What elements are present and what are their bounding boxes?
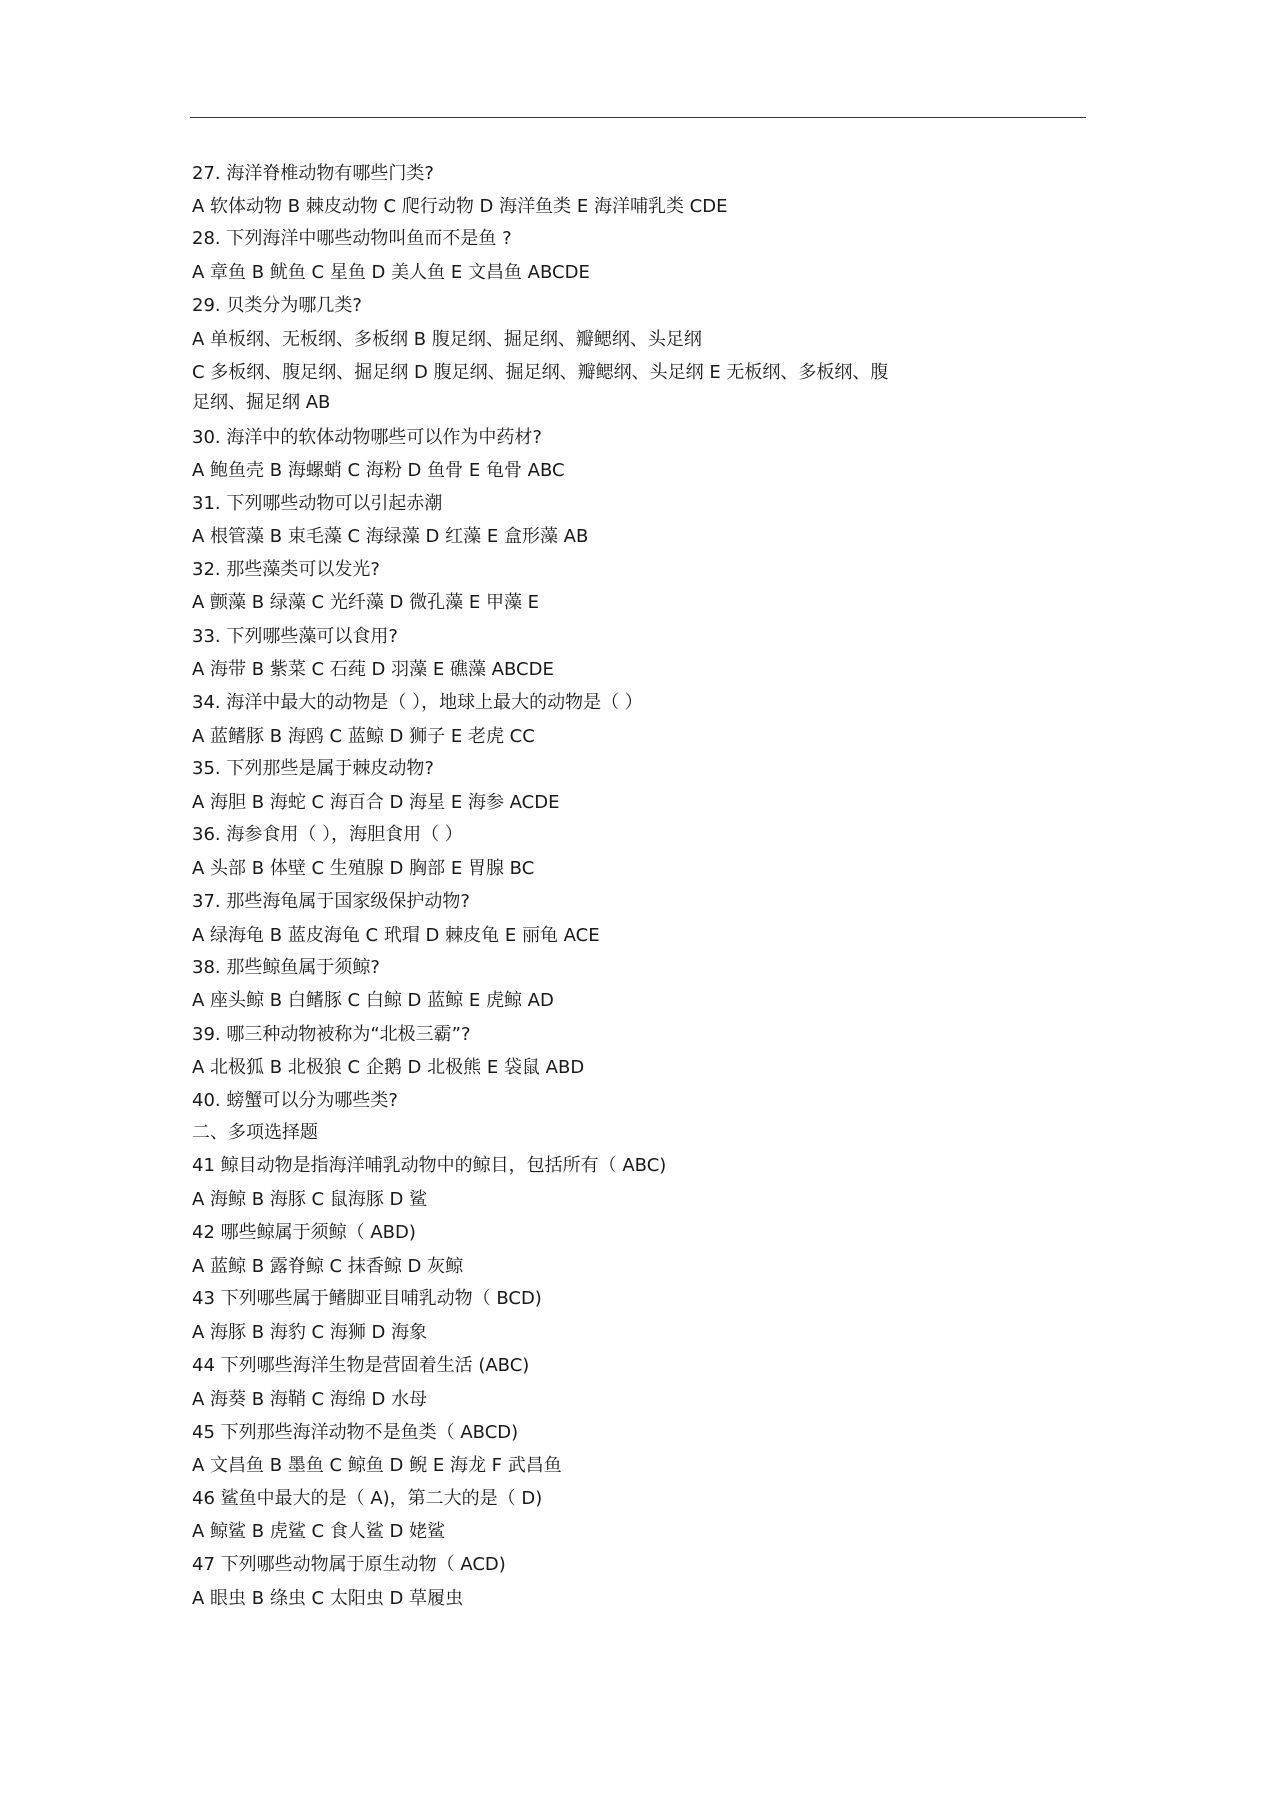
- text-line: [192, 329, 702, 351]
- line-text: 46 鲨鱼中最大的是（ A)，第二大的是（ D): [192, 1488, 543, 1509]
- line-text: 27. 海洋脊椎动物有哪些门类?: [192, 163, 434, 184]
- text-line: [192, 1554, 506, 1576]
- text-line: [192, 925, 600, 947]
- line-text: A 鲸鲨 B 虎鲨 C 食人鲨 D 姥鲨: [192, 1521, 446, 1542]
- line-text: 37. 那些海龟属于国家级保护动物?: [192, 891, 470, 912]
- text-line: [192, 362, 888, 384]
- text-line: [192, 1588, 463, 1610]
- line-text: A 鲍鱼壳 B 海螺蛸 C 海粉 D 鱼骨 E 龟骨 ABC: [192, 460, 565, 481]
- text-line: [192, 196, 727, 218]
- text-line: [192, 1455, 562, 1477]
- line-text: A 头部 B 体壁 C 生殖腺 D 胸部 E 胃腺 BC: [192, 858, 535, 879]
- text-line: [192, 824, 463, 846]
- line-text: A 文昌鱼 B 墨鱼 C 鲸鱼 D 鲵 E 海龙 F 武昌鱼: [192, 1455, 562, 1476]
- line-text: 43 下列哪些属于鳍脚亚目哺乳动物（ BCD): [192, 1288, 542, 1309]
- text-line: [192, 262, 590, 284]
- text-line: [192, 1189, 427, 1211]
- line-text: 39. 哪三种动物被称为“北极三霸”?: [192, 1024, 471, 1045]
- line-text: A 单板纲、无板纲、多板纲 B 腹足纲、掘足纲、瓣鳃纲、头足纲: [192, 329, 702, 350]
- text-line: [192, 858, 534, 880]
- line-text: A 蓝鲸 B 露脊鲸 C 抹香鲸 D 灰鲸: [192, 1256, 464, 1277]
- line-text: 30. 海洋中的软体动物哪些可以作为中药材?: [192, 427, 542, 448]
- line-text: A 海葵 B 海鞘 C 海绵 D 水母: [192, 1389, 428, 1410]
- text-line: [192, 1090, 398, 1112]
- line-text: A 软体动物 B 棘皮动物 C 爬行动物 D 海洋鱼类 E 海洋哺乳类 CDE: [192, 196, 728, 217]
- line-text: 33. 下列哪些藻可以食用?: [192, 626, 398, 647]
- text-line: [192, 758, 434, 780]
- text-line: [192, 792, 559, 814]
- text-line: [192, 1389, 427, 1411]
- line-text: 47 下列哪些动物属于原生动物（ ACD): [192, 1554, 506, 1575]
- line-text: C 多板纲、腹足纲、掘足纲 D 腹足纲、掘足纲、瓣鳃纲、头足纲 E 无板纲、多板纲、腹: [192, 362, 889, 383]
- text-line: [192, 1024, 471, 1046]
- text-line: [192, 1521, 445, 1543]
- text-line: [192, 692, 643, 714]
- header-rule: [190, 117, 1086, 118]
- line-text: A 颤藻 B 绿藻 C 光纤藻 D 微孔藻 E 甲藻 E: [192, 592, 540, 613]
- text-line: [192, 1155, 666, 1177]
- text-line: [192, 1422, 518, 1444]
- text-line: [192, 1256, 463, 1278]
- line-text: A 海鲸 B 海豚 C 鼠海豚 D 鲨: [192, 1189, 428, 1210]
- text-line: [192, 1355, 529, 1377]
- line-text: 足纲、掘足纲 AB: [192, 392, 331, 413]
- text-line: [192, 726, 535, 748]
- text-line: [192, 295, 362, 317]
- line-text: 45 下列那些海洋动物不是鱼类（ ABCD): [192, 1422, 519, 1443]
- text-line: [192, 392, 330, 414]
- line-text: A 绿海龟 B 蓝皮海龟 C 玳瑁 D 棘皮龟 E 丽龟 ACE: [192, 925, 600, 946]
- text-line: [192, 460, 565, 482]
- text-line: [192, 592, 539, 614]
- text-line: [192, 1488, 542, 1510]
- text-line: [192, 493, 442, 515]
- text-line: [192, 957, 380, 979]
- line-text: A 眼虫 B 绦虫 C 太阳虫 D 草履虫: [192, 1588, 464, 1609]
- line-text: A 海胆 B 海蛇 C 海百合 D 海星 E 海参 ACDE: [192, 792, 560, 813]
- line-text: 44 下列哪些海洋生物是营固着生活 (ABC): [192, 1355, 530, 1376]
- text-line: [192, 163, 434, 185]
- text-line: [192, 990, 554, 1012]
- line-text: 32. 那些藻类可以发光?: [192, 559, 380, 580]
- line-text: 38. 那些鲸鱼属于须鲸?: [192, 957, 380, 978]
- text-line: [192, 1122, 318, 1144]
- text-line: [192, 1322, 427, 1344]
- text-line: [192, 559, 380, 581]
- line-text: A 座头鲸 B 白鳍豚 C 白鲸 D 蓝鲸 E 虎鲸 AD: [192, 990, 554, 1011]
- line-text: 42 哪些鲸属于须鲸（ ABD): [192, 1222, 416, 1243]
- line-text: A 根管藻 B 束毛藻 C 海绿藻 D 红藻 E 盒形藻 AB: [192, 526, 589, 547]
- text-line: [192, 891, 470, 913]
- line-text: 35. 下列那些是属于棘皮动物?: [192, 758, 434, 779]
- line-text: 34. 海洋中最大的动物是（ ），地球上最大的动物是（ ）: [192, 692, 643, 713]
- line-text: 40. 螃蟹可以分为哪些类?: [192, 1090, 398, 1111]
- line-text: A 章鱼 B 鱿鱼 C 星鱼 D 美人鱼 E 文昌鱼 ABCDE: [192, 262, 590, 283]
- line-text: A 北极狐 B 北极狼 C 企鹅 D 北极熊 E 袋鼠 ABD: [192, 1057, 585, 1078]
- text-line: [192, 228, 512, 250]
- text-line: [192, 1057, 584, 1079]
- text-line: [192, 1222, 416, 1244]
- line-text: 36. 海参食用（ ），海胆食用（ ）: [192, 824, 463, 845]
- text-line: [192, 526, 588, 548]
- text-line: [192, 1288, 542, 1310]
- line-text: A 蓝鳍豚 B 海鸥 C 蓝鲸 D 狮子 E 老虎 CC: [192, 726, 535, 747]
- line-text: 二、多项选择题: [192, 1122, 318, 1143]
- line-text: 41 鲸目动物是指海洋哺乳动物中的鲸目，包括所有（ ABC): [192, 1155, 667, 1176]
- text-line: [192, 626, 398, 648]
- text-line: [192, 659, 554, 681]
- text-line: [192, 427, 542, 449]
- line-text: 31. 下列哪些动物可以引起赤潮: [192, 493, 443, 514]
- line-text: 29. 贝类分为哪几类?: [192, 295, 362, 316]
- line-text: A 海带 B 紫菜 C 石莼 D 羽藻 E 礁藻 ABCDE: [192, 659, 554, 680]
- line-text: 28. 下列海洋中哪些动物叫鱼而不是鱼 ?: [192, 228, 512, 249]
- line-text: A 海豚 B 海豹 C 海狮 D 海象: [192, 1322, 428, 1343]
